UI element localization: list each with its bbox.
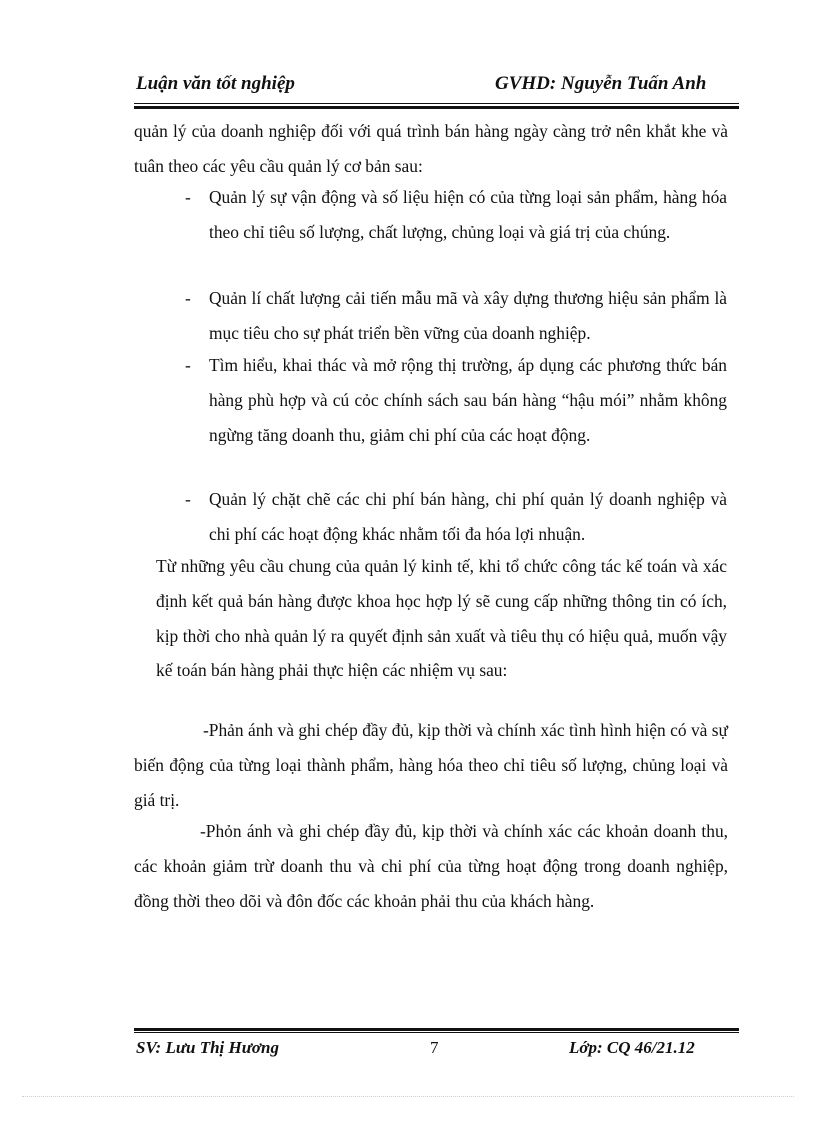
header-rule-thick (134, 106, 739, 109)
header-thesis-title: Luận văn tốt nghiệp (136, 73, 295, 94)
page-edge-divider (22, 1096, 794, 1097)
footer-class-code: Lớp: CQ 46/21.12 (569, 1038, 695, 1057)
bullet-item: Quản lý sự vận động và số liệu hiện có của từng loại sản phẩm, hàng hóa theo chỉ tiêu số lượng, chất lượng, chủng loại và giá trị của chúng. (209, 187, 727, 242)
bullet-marker: - (185, 187, 191, 207)
page-number: 7 (430, 1038, 439, 1057)
footer-rule-thin (134, 1032, 739, 1033)
bullet-item: Quản lý chặt chẽ các chi phí bán hàng, chi phí quản lý doanh nghiệp và chi phí các hoạt động khác nhằm tối đa hóa lợi nhuận. (209, 489, 727, 544)
header-advisor: GVHD: Nguyễn Tuấn Anh (495, 73, 707, 94)
header-rule-thin (134, 103, 739, 104)
bullet-marker: - (185, 288, 191, 308)
duty-paragraph: -Phỏn ánh và ghi chép đầy đủ, kịp thời và chính xác các khoản doanh thu, các khoản giảm trừ doanh thu và chi phí của từng hoạt động trong doanh nghiệp, đồng thời theo dõi và đôn đốc các khoản phải thu của khách hàng. (134, 821, 728, 911)
footer-student-name: SV: Lưu Thị Hương (136, 1038, 280, 1057)
intro-paragraph: quản lý của doanh nghiệp đối với quá trình bán hàng ngày càng trở nên khắt khe và tuân theo các yêu cầu quản lý cơ bản sau: (134, 121, 728, 176)
duty-paragraph: -Phản ánh và ghi chép đầy đủ, kịp thời và chính xác tình hình hiện có và sự biến động của từng loại thành phẩm, hàng hóa theo chỉ tiêu số lượng, chủng loại và giá trị. (134, 720, 728, 810)
main-paragraph: Từ những yêu cầu chung của quản lý kinh tế, khi tổ chức công tác kế toán và xác định kết quả bán hàng được khoa học hợp lý sẽ cung cấp những thông tin có ích, kịp thời cho nhà quản lý ra quyết định sản xuất và tiêu thụ có hiệu quả, muốn vậy kế toán bán hàng phải thực hiện các nhiệm vụ sau: (156, 556, 727, 681)
bullet-item: Tìm hiểu, khai thác và mở rộng thị trường, áp dụng các phương thức bán hàng phù hợp và cú cỏc chính sách sau bán hàng “hậu mói” nhằm không ngừng tăng doanh thu, giảm chi phí của các hoạt động. (209, 355, 727, 445)
bullet-item: Quản lí chất lượng cải tiến mẫu mã và xây dựng thương hiệu sản phẩm là mục tiêu cho sự phát triển bền vững của doanh nghiệp. (209, 288, 727, 343)
bullet-marker: - (185, 355, 191, 375)
bullet-marker: - (185, 489, 191, 509)
footer-rule-thick (134, 1028, 739, 1031)
